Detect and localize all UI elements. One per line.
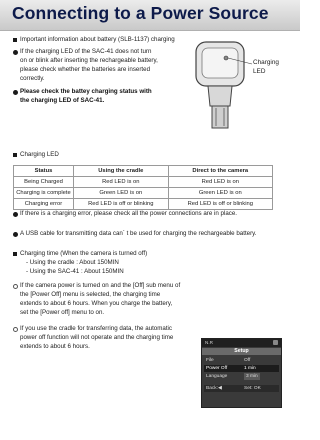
square-bullet-icon [13, 252, 17, 256]
menu-footer: Back:◀ Set: OK [204, 385, 279, 392]
charging-led-label-2: LED [253, 68, 266, 75]
table-cell: Being Charged [14, 177, 74, 188]
setup-tab-icon [273, 340, 278, 345]
blink-line-2: on or blink after inserting the rechargeable battery, [20, 57, 158, 64]
power-line-2: the [Power Off] menu is selected, the charging time [20, 291, 161, 298]
cradle-line-2: power off function will not operate and the charging time [20, 334, 174, 341]
table-row [14, 188, 273, 199]
cradle-line-3: extends to about 6 hours. [20, 343, 90, 350]
blink-line-4: correctly. [20, 75, 45, 82]
menu-row-power-off: Power Off 1 min [204, 365, 279, 372]
charging-time-title: Charging time (When the camera is turned off) [20, 250, 148, 257]
blink-line-1: If the charging LED of the SAC-41 does not turn [20, 48, 152, 55]
screen-tab-bar [202, 339, 281, 347]
charging-time-cradle: - Using the cradle : About 150MIN [26, 259, 119, 266]
important-note: Important information about battery (SLB-1137) charging [20, 36, 175, 43]
ring-bullet-icon [13, 284, 18, 289]
camera-setup-screen [201, 338, 282, 408]
error-note: If there is a charging error, please check all the power connections are in place. [20, 210, 238, 217]
power-line-4: set the [Power off] menu to on. [20, 309, 105, 316]
ring-bullet-icon [13, 327, 18, 332]
table-header-row [14, 166, 273, 177]
table-cell: Green LED is on [73, 188, 168, 199]
table-row [14, 199, 273, 210]
setup-menu-title: Setup [202, 348, 281, 355]
menu-row-file: File Off [206, 358, 251, 363]
power-line-1: If the camera power is turned on and the [Off] sub menu of [20, 282, 181, 289]
table-row [14, 177, 273, 188]
charging-led-label-1: Charging [253, 59, 279, 66]
round-bullet-icon [13, 232, 18, 237]
page-title: Connecting to a Power Source [12, 3, 269, 23]
round-bullet-icon [13, 212, 18, 217]
cradle-line-1: If you use the cradle for transferring data, the automatic [20, 325, 173, 332]
table-cell: Red LED is on [73, 177, 168, 188]
usb-note: A USB cable for transmitting data can´ t be used for charging the rechargeable battery. [20, 230, 257, 237]
table-cell: Red LED is on [168, 177, 272, 188]
table-cell: Red LED is off or blinking [168, 199, 272, 210]
menu-row-language: Language 3 min [206, 374, 258, 379]
table-cell: Charging error [14, 199, 74, 210]
round-bullet-icon [13, 90, 18, 95]
title-bar [0, 0, 300, 31]
check-line-2: the charging LED of SAC-41. [20, 97, 105, 104]
round-bullet-icon [13, 50, 18, 55]
led-caption: Charging LED [20, 151, 59, 158]
blink-line-3: please check whether the batteries are inserted [20, 66, 151, 73]
table-cell: Charging is complete [14, 188, 74, 199]
col-cradle-header: Using the cradle [73, 166, 168, 177]
col-direct-header: Direct to the camera [168, 166, 272, 177]
led-status-table [13, 165, 273, 210]
power-line-3: extends to about 6 hours. When you charge the battery, [20, 300, 173, 307]
col-status-header: Status [14, 166, 74, 177]
square-bullet-icon [13, 38, 17, 42]
table-cell: Green LED is on [168, 188, 272, 199]
check-line-1: Please check the battey charging status with [20, 88, 152, 95]
charger-illustration [192, 36, 272, 136]
charging-time-sac41: - Using the SAC-41 : About 150MIN [26, 268, 124, 275]
square-bullet-icon [13, 153, 17, 157]
table-cell: Red LED is off or blinking [73, 199, 168, 210]
nr-label: N.R [205, 340, 213, 345]
